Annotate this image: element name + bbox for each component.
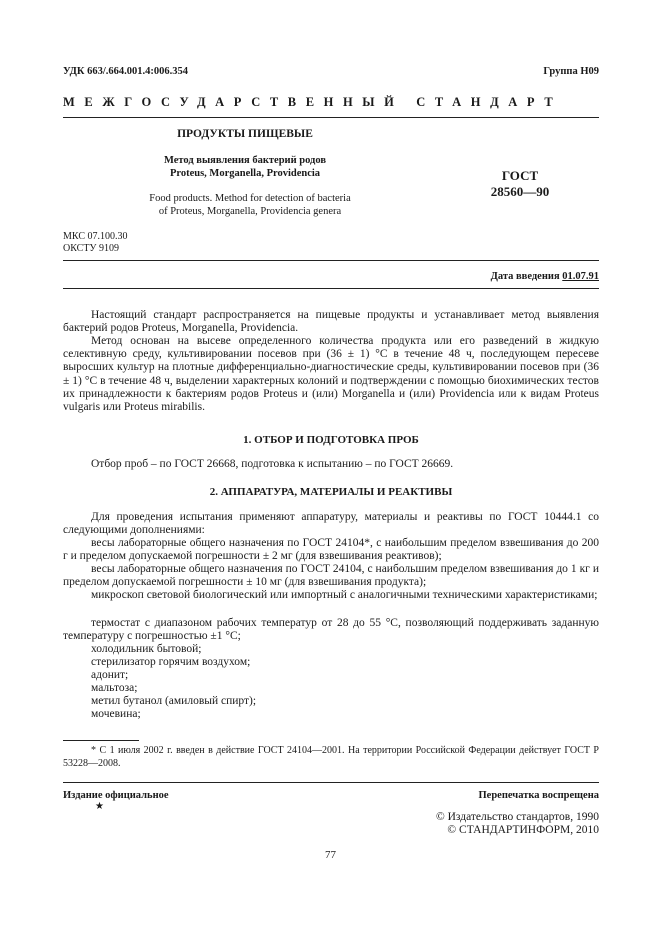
official-edition: Издание официальное (63, 790, 169, 801)
list-item: термостат с диапазоном рабочих температур от 28 до 55 °С, позволяющий поддерживать заданную температуру с погрешностью ±1 °С; (63, 617, 599, 643)
english-title-1: Food products. Method for detection of bacteria (149, 193, 351, 204)
section-1-text: Отбор проб – по ГОСТ 26668, подготовка к испытанию – по ГОСТ 26669. (91, 458, 454, 470)
star-icon: ★ (95, 801, 104, 812)
section-2-title: 2. АППАРАТУРА, МАТЕРИАЛЫ И РЕАКТИВЫ (209, 486, 453, 498)
introduction-date-value: 01.07.91 (562, 271, 599, 282)
okstu-code: ОКСТУ 9109 (63, 243, 120, 254)
list-item: весы лабораторные общего назначения по ГОСТ 24104, с наибольшим пределом взвешивания до 1 кг и пределом допускаемой погрешности ± 10 мг (для взвешивания продукта); (63, 563, 599, 589)
footer-rule (63, 782, 599, 783)
section-2-intro: Для проведения испытания применяют аппаратуру, материалы и реактивы по ГОСТ 10444.1 со следующими дополнениями: (63, 511, 599, 537)
udk-code: УДК 663/.664.001.4:006.354 (63, 66, 189, 77)
english-title-2: of Proteus, Morganella, Providencia genera (158, 206, 342, 217)
date-rule (63, 288, 599, 289)
list-item: адонит; (91, 669, 129, 681)
introduction-date (491, 271, 599, 282)
mks-code: МКС 07.100.30 (63, 231, 128, 242)
reprint-prohibited: Перепечатка воспрещена (478, 790, 599, 801)
list-item: метил бутанол (амиловый спирт); (91, 695, 257, 707)
copyright-2: © СТАНДАРТИНФОРМ, 2010 (447, 824, 599, 836)
interstate-standard-heading: МЕЖГОСУДАРСТВЕННЫЙ СТАНДАРТ (63, 95, 563, 109)
page-number: 77 (325, 849, 336, 861)
document-title: ПРОДУКТЫ ПИЩЕВЫЕ (177, 128, 313, 140)
footnote: * С 1 июля 2002 г. введен в действие ГОСТ 24104—2001. На территории Российской Федерации действует ГОСТ Р 53228—2008. (63, 745, 599, 769)
footnote-rule (63, 740, 139, 741)
list-item: микроскоп световой биологический или импортный с аналогичными техническими характеристиками; (91, 589, 598, 601)
header-rule (63, 117, 599, 118)
gost-number: 28560—90 (490, 184, 550, 199)
document-subtitle-2: Proteus, Morganella, Providencia (169, 168, 321, 179)
introduction-date-label: Дата введения (490, 271, 560, 282)
list-item: холодильник бытовой; (91, 643, 202, 655)
title-rule (63, 260, 599, 261)
copyright-1: © Издательство стандартов, 1990 (435, 811, 599, 823)
list-item: мальтоза; (91, 682, 138, 694)
list-item: стерилизатор горячим воздухом; (91, 656, 251, 668)
group-code: Группа Н09 (543, 66, 599, 77)
list-item: весы лабораторные общего назначения по ГОСТ 24104*, с наибольшим пределом взвешивания до 200 г и пределом допускаемой погрешности ± 2 мг (для взвешивания реактивов); (63, 537, 599, 563)
list-item: мочевина; (91, 708, 141, 720)
section-1-title: 1. ОТБОР И ПОДГОТОВКА ПРОБ (243, 434, 419, 446)
method-paragraph: Метод основан на высеве определенного количества продукта или его разведений в жидкую селективную среду, культивировании посевов при (36 ± 1) °С в течение 48 ч, последующем пересеве выросших культур на плотные дифференциально-диагностические среды, культивировании посевов при (36 ± 1) °С в течение 48 ч, выделении характерных колоний и подтверждении с помощью биохимических тестов их принадлежности к бактериям родов Proteus и (или) Morganella и (или) Providencia или к видам Proteus vulgaris или Proteus mirabilis. (63, 335, 599, 414)
scope-paragraph: Настоящий стандарт распространяется на пищевые продукты и устанавливает метод выявления бактерий родов Proteus, Morganella, Providencia. (63, 309, 599, 335)
gost-label: ГОСТ (501, 168, 539, 183)
document-subtitle-1: Метод выявления бактерий родов (163, 155, 327, 166)
